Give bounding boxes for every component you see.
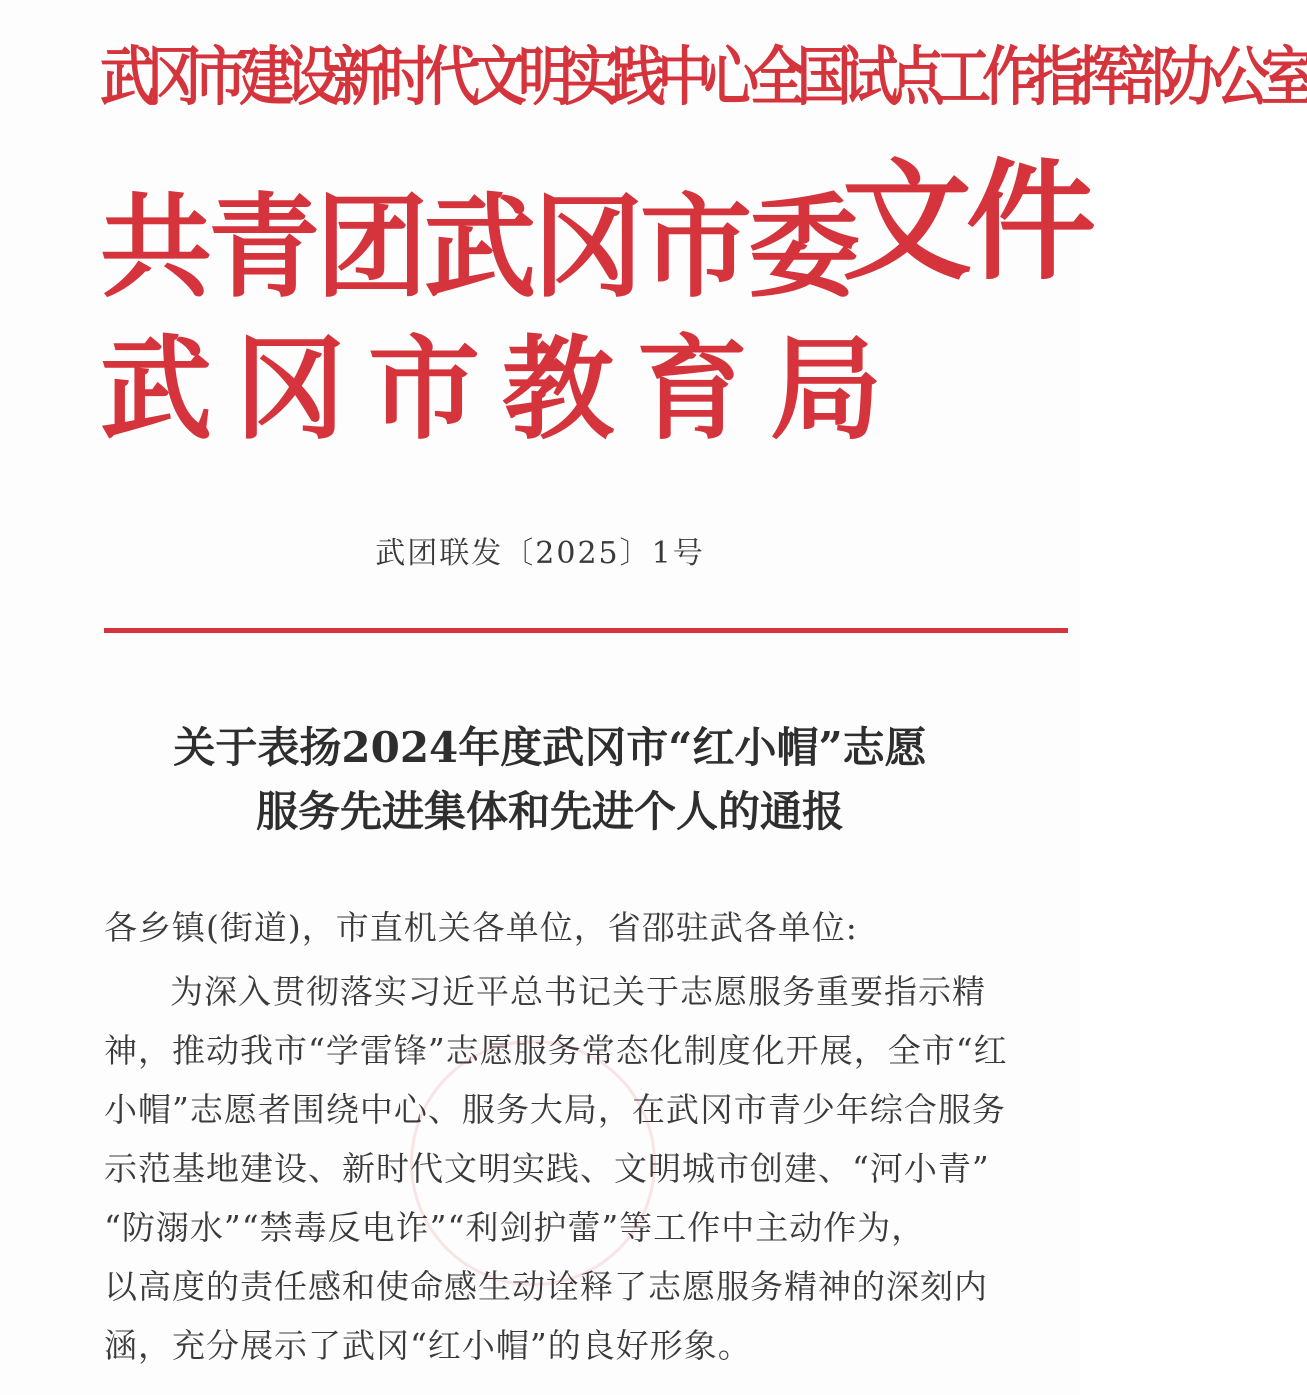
issuer-char: 教: [502, 324, 614, 455]
body-paragraph: [104, 962, 1008, 1375]
red-divider: [104, 628, 1068, 633]
document-number: 武团联发〔2025〕1号: [375, 536, 705, 571]
issuer-char: 青: [208, 182, 328, 313]
issuer-youth-league: [100, 158, 868, 319]
body-line: 小帽”志愿者围绕中心、服务大局，在武冈市青少年综合服务: [104, 1090, 1006, 1129]
body-line: 涵，充分展示了武冈“红小帽”的良好形象。: [104, 1326, 752, 1365]
file-word: 文件: [842, 145, 1091, 298]
issuer-office-name: 武冈市建设新时代文明实践中心全国试点工作指挥部办公室: [100, 40, 1307, 115]
issuer-char: 共: [100, 182, 220, 313]
title-line: 关于表扬2024年度武冈市“红小帽”志愿: [173, 723, 927, 772]
document-title: [100, 716, 1000, 844]
body-line: 为深入贯彻落实习近平总书记关于志愿服务重要指示精: [170, 972, 986, 1011]
body-line: 神，推动我市“学雷锋”志愿服务常态化制度化开展，全市“红: [104, 1031, 1008, 1070]
issuer-char: 武: [424, 182, 544, 313]
issuer-education-bureau: [100, 300, 882, 461]
issuer-char: 冈: [234, 324, 346, 455]
issuer-char: 市: [640, 182, 760, 313]
issuer-char: 团: [316, 182, 436, 313]
issuer-char: 局: [770, 324, 882, 455]
issuer-char: 市: [368, 324, 480, 455]
body-line: 示范基地建设、新时代文明实践、文明城市创建、“河小青”: [104, 1149, 990, 1188]
body-line: 以高度的责任感和使命感生动诠释了志愿服务精神的深刻内: [104, 1267, 988, 1306]
title-line: 服务先进集体和先进个人的通报: [255, 787, 844, 836]
issuer-char: 育: [636, 324, 748, 455]
issuer-char: 委: [748, 182, 868, 313]
issuer-char: 武: [100, 324, 212, 455]
issuer-char: 冈: [532, 182, 652, 313]
body-line: “防溺水”“禁毒反电诈”“利剑护蕾”等工作中主动作为，: [104, 1208, 926, 1247]
salutation: 各乡镇(街道)，市直机关各单位，省邵驻武各单位:: [104, 908, 858, 947]
